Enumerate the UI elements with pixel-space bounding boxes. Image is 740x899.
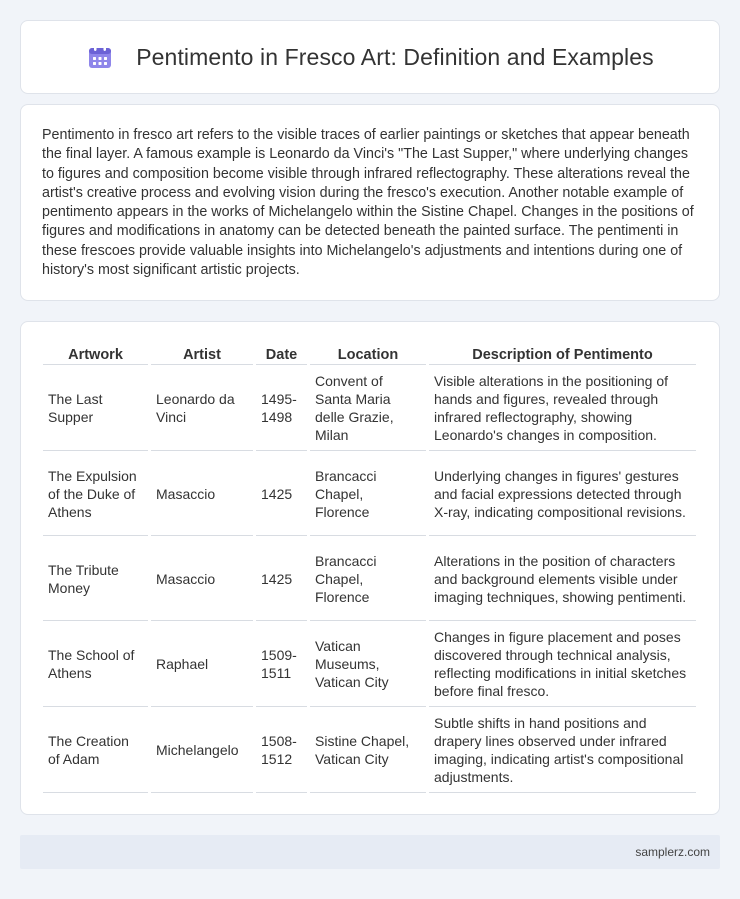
cell-description: Underlying changes in figures' gestures and facial expressions detected through X-ray, indicating compositional revisions. <box>429 451 696 536</box>
cell-location: Brancacci Chapel, Florence <box>310 536 426 621</box>
cell-description: Subtle shifts in hand positions and drapery lines observed under infrared imaging, indicating artist's compositional adjustments. <box>429 707 696 793</box>
cell-description: Visible alterations in the positioning of hands and figures, revealed through infrared reflectography, showing Leonardo's changes in composition. <box>429 365 696 451</box>
table-row <box>43 365 696 451</box>
cell-date: 1509-1511 <box>256 621 307 707</box>
header-description: Description of Pentimento <box>429 339 696 365</box>
cell-artist: Masaccio <box>151 536 253 621</box>
table-row <box>43 707 696 793</box>
table-card <box>20 321 720 815</box>
pentimento-table <box>40 339 699 793</box>
intro-text: Pentimento in fresco art refers to the visible traces of earlier paintings or sketches that appear beneath the final layer. A famous example is Leonardo da Vinci's "The Last Supper," where underlying changes to figures and composition become visible through infrared reflectography. These alterations reveal the artist's creative process and evolving vision during the fresco's execution. Another notable example of pentimento appears in the works of Michelangelo within the Sistine Chapel. Changes in the positions of figures and modifications in anatomy can be detected beneath the painted surface. The pentimenti in these frescoes provide valuable insights into Michelangelo's adjustments and intentions during one of history's most significant artistic projects. <box>42 127 694 279</box>
table-row <box>43 536 696 621</box>
intro-card <box>20 104 720 301</box>
cell-date: 1495-1498 <box>256 365 307 451</box>
table-header-row <box>43 339 696 365</box>
cell-artist: Raphael <box>151 621 253 707</box>
header-location: Location <box>310 339 426 365</box>
header-artwork: Artwork <box>43 339 148 365</box>
cell-location: Vatican Museums, Vatican City <box>310 621 426 707</box>
calendar-icon <box>86 43 114 71</box>
cell-location: Sistine Chapel, Vatican City <box>310 707 426 793</box>
cell-location: Brancacci Chapel, Florence <box>310 451 426 536</box>
cell-artist: Leonardo da Vinci <box>151 365 253 451</box>
cell-artwork: The Expulsion of the Duke of Athens <box>43 451 148 536</box>
title-card <box>20 20 720 94</box>
header-artist: Artist <box>151 339 253 365</box>
cell-date: 1508-1512 <box>256 707 307 793</box>
header-date: Date <box>256 339 307 365</box>
cell-date: 1425 <box>256 536 307 621</box>
page-title: Pentimento in Fresco Art: Definition and Examples <box>136 43 654 70</box>
table-row <box>43 621 696 707</box>
footer-site-link[interactable]: samplerz.com <box>635 845 710 859</box>
cell-artist: Masaccio <box>151 451 253 536</box>
cell-artwork: The Last Supper <box>43 365 148 451</box>
table-row <box>43 451 696 536</box>
cell-artwork: The Tribute Money <box>43 536 148 621</box>
cell-artwork: The Creation of Adam <box>43 707 148 793</box>
cell-artist: Michelangelo <box>151 707 253 793</box>
footer-bar <box>20 835 720 869</box>
cell-description: Changes in figure placement and poses discovered through technical analysis, reflecting modifications in initial sketches before final fresco. <box>429 621 696 707</box>
cell-artwork: The School of Athens <box>43 621 148 707</box>
cell-date: 1425 <box>256 451 307 536</box>
cell-description: Alterations in the position of characters and background elements visible under imaging techniques, showing pentimenti. <box>429 536 696 621</box>
cell-location: Convent of Santa Maria delle Grazie, Milan <box>310 365 426 451</box>
